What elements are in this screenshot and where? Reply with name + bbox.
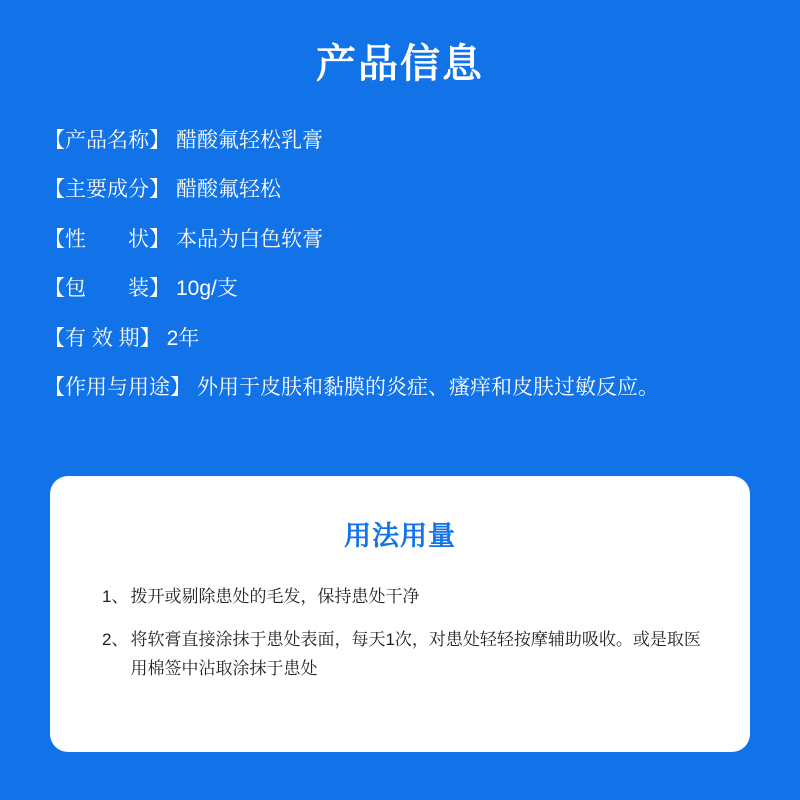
list-item-number: 1、 (102, 587, 129, 606)
info-value: 10g/支 (176, 277, 238, 301)
info-row (44, 373, 756, 403)
list-item (102, 583, 706, 612)
info-label: 【包 装】 (44, 277, 170, 301)
info-row (44, 175, 756, 205)
info-value: 醋酸氟轻松 (176, 178, 281, 202)
info-label: 【主要成分】 (44, 178, 170, 202)
info-value: 本品为白色软膏 (176, 227, 323, 251)
info-label: 【有 效 期】 (44, 326, 161, 350)
info-row (44, 324, 756, 354)
list-item-text: 将软膏直接涂抹于患处表面，每天1次，对患处轻轻按摩辅助吸收。或是取医用棉签中沾取涂抹于患处 (130, 629, 701, 678)
list-item-number: 2、 (102, 629, 129, 649)
list-item-text: 拨开或剔除患处的毛发，保持患处干净 (130, 587, 420, 606)
list-item (102, 626, 706, 684)
usage-card (50, 476, 750, 752)
info-value: 2年 (166, 326, 200, 350)
info-value: 外用于皮肤和黏膜的炎症、瘙痒和皮肤过敏反应。 (197, 376, 659, 400)
product-info-list (0, 126, 800, 404)
info-row (44, 225, 756, 255)
info-label: 【作用与用途】 (44, 376, 191, 400)
usage-instruction-list (50, 583, 750, 684)
info-label: 【性 状】 (44, 227, 170, 251)
info-row (44, 126, 756, 156)
info-row (44, 274, 756, 304)
info-label: 【产品名称】 (44, 129, 170, 152)
page-title: 产品信息 (316, 42, 484, 86)
usage-card-title: 用法用量 (344, 521, 456, 551)
info-value: 醋酸氟轻松乳膏 (176, 129, 323, 152)
